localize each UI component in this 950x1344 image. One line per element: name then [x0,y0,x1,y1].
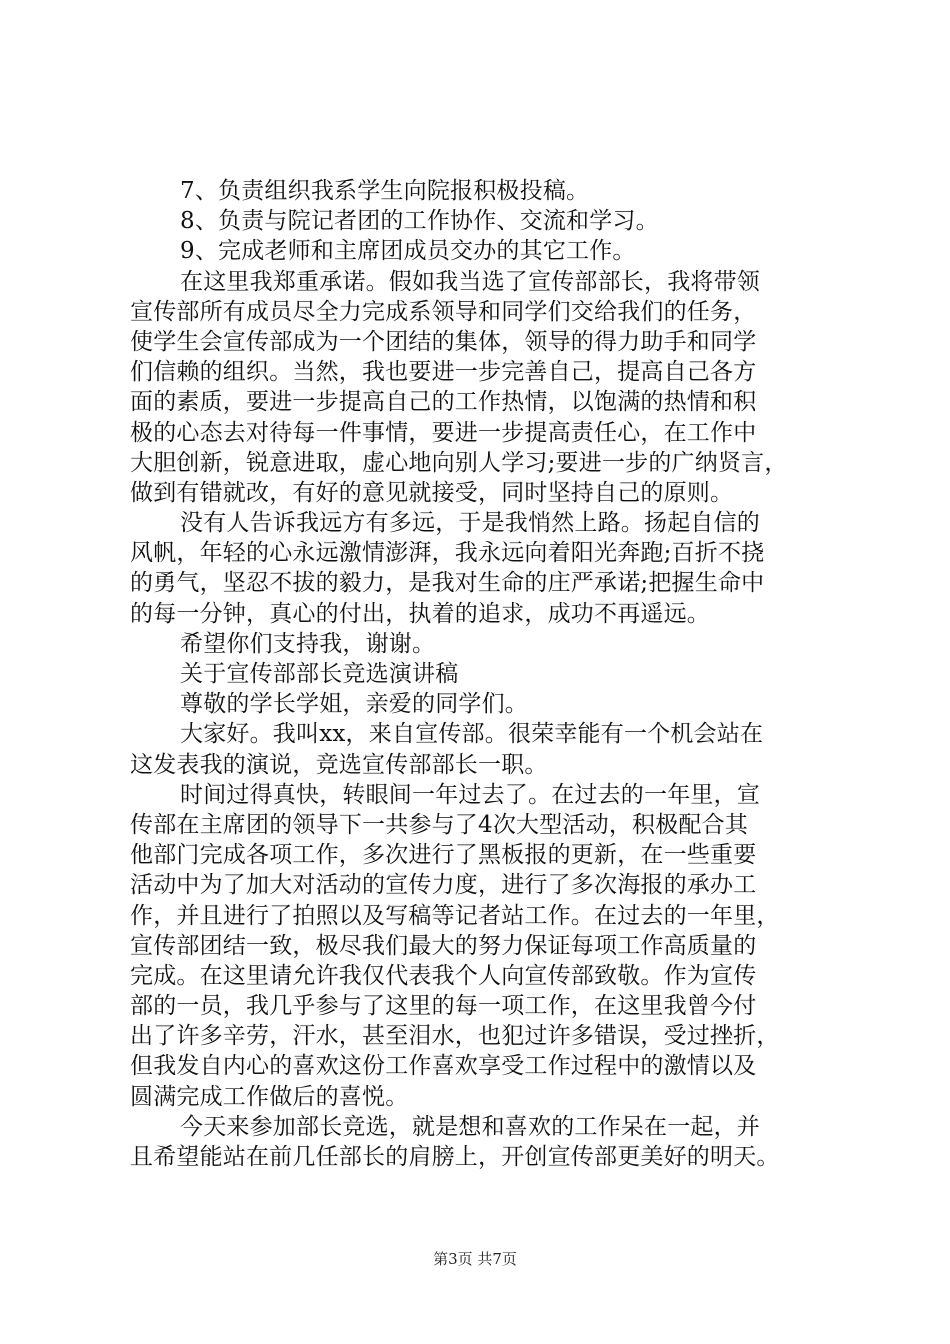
text-line: 做到有错就改，有好的意见就接受，同时坚持自己的原则。 [130,479,734,506]
text-line: 活动中为了加大对活动的宣传力度，进行了多次海报的承办工 [130,872,757,899]
text-line: 今天来参加部长竞选，就是想和喜欢的工作呆在一起，并 [180,1113,760,1140]
text-line: 们信赖的组织。当然，我也要进一步完善自己，提高自己各方 [130,359,757,386]
text-line: 宣传部团结一致，极尽我们最大的努力保证每项工作高质量的 [130,932,757,959]
text-line: 作，并且进行了拍照以及写稿等记者站工作。在过去的一年里， [130,902,780,929]
text-line: 传部在主席团的领导下一共参与了4次大型活动，积极配合其 [130,811,749,838]
text-line: 圆满完成工作做后的喜悦。 [130,1083,409,1110]
text-line: 极的心态去对待每一件事情，要进一步提高责任心，在工作中 [130,419,757,446]
text-line: 他部门完成各项工作，多次进行了黑板报的更新，在一些重要 [130,842,757,869]
text-line: 宣传部所有成员尽全力完成系领导和同学们交给我们的任务， [130,298,757,325]
section-title: 关于宣传部部长竞选演讲稿 [180,661,459,687]
text-line: 使学生会宣传部成为一个团结的集体，领导的得力助手和同学 [130,328,757,355]
text-line: 尊敬的学长学姐，亲爱的同学们。 [180,691,528,718]
text-line: 但我发自内心的喜欢这份工作喜欢享受工作过程中的激情以及 [130,1053,757,1080]
text-line: 完成。在这里请允许我仅代表我个人向宣传部致敬。作为宣传 [130,962,757,989]
text-line: 8、负责与院记者团的工作协作、交流和学习。 [180,208,659,235]
text-line: 在这里我郑重承诺。假如我当选了宣传部部长，我将带领 [180,268,760,295]
text-line: 大家好。我叫xx，来自宣传部。很荣幸能有一个机会站在 [180,721,764,748]
text-line: 大胆创新，锐意进取，虚心地向别人学习;要进一步的广纳贤言， [130,449,788,476]
text-line: 希望你们支持我，谢谢。 [180,630,436,657]
text-line: 的每一分钟，真心的付出，执着的追求，成功不再遥远。 [130,600,710,627]
text-line: 时间过得真快，转眼间一年过去了。在过去的一年里，宣 [180,781,760,808]
text-line: 且希望能站在前几任部长的肩膀上，开创宣传部更美好的明天。 [130,1144,780,1170]
text-line: 这发表我的演说，竞选宣传部部长一职。 [130,751,548,778]
text-line: 7、负责组织我系学生向院报积极投稿。 [180,178,590,204]
text-line: 9、完成老师和主席团成员交办的其它工作。 [180,238,636,265]
document-body [130,176,838,1172]
text-line: 的勇气，坚忍不拔的毅力，是我对生命的庄严承诺;把握生命中 [130,570,765,597]
text-line: 面的素质，要进一步提高自己的工作热情，以饱满的热情和积 [130,389,757,416]
page-footer: 第3页 共7页 [433,1250,517,1268]
text-line: 风帆，年轻的心永远激情澎湃，我永远向着阳光奔跑;百折不挠 [130,540,765,567]
text-line: 没有人告诉我远方有多远，于是我悄然上路。扬起自信的 [180,510,760,537]
text-line: 部的一员，我几乎参与了这里的每一项工作，在这里我曾今付 [130,993,757,1020]
text-line: 出了许多辛劳，汗水，甚至泪水，也犯过许多错误，受过挫折， [130,1023,780,1050]
